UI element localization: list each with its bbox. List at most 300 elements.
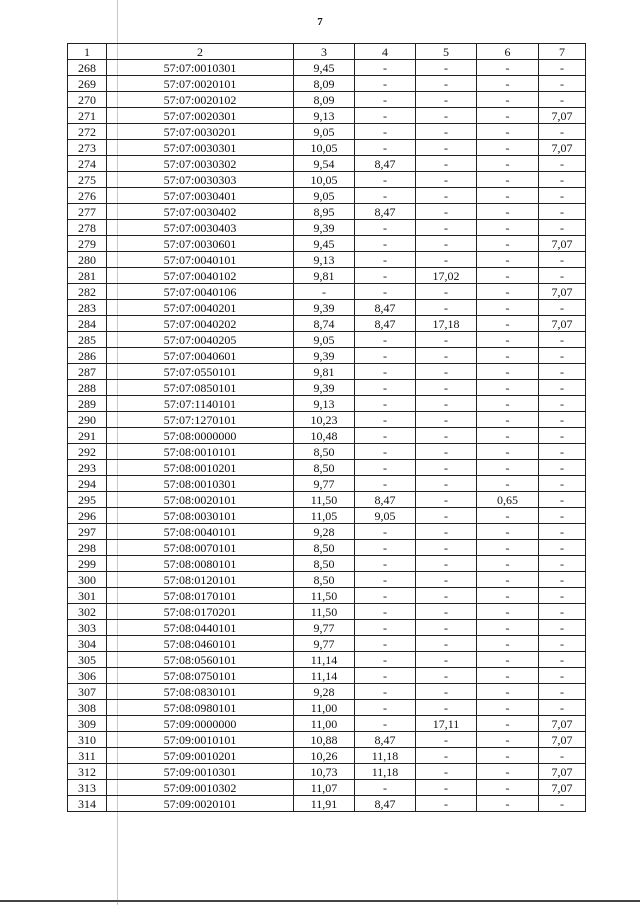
table-row [68, 396, 586, 412]
table-cell: 57:07:0040101 [107, 252, 294, 268]
table-cell: 8,47 [355, 492, 416, 508]
table-cell: - [539, 636, 586, 652]
table-cell: 277 [68, 204, 107, 220]
table-cell: 7,07 [539, 140, 586, 156]
table-cell: - [539, 60, 586, 76]
table-cell: - [355, 364, 416, 380]
table-cell: 273 [68, 140, 107, 156]
table-cell: 57:07:0020101 [107, 76, 294, 92]
table-cell: - [539, 460, 586, 476]
table-cell: - [477, 396, 539, 412]
table-cell: - [477, 220, 539, 236]
table-row [68, 540, 586, 556]
table-cell: - [416, 620, 477, 636]
table-cell: 282 [68, 284, 107, 300]
table-cell: - [416, 364, 477, 380]
table-cell: - [477, 764, 539, 780]
table-row [68, 428, 586, 444]
table-row [68, 572, 586, 588]
table-cell: - [477, 652, 539, 668]
table-cell: 279 [68, 236, 107, 252]
table-cell: 9,05 [294, 332, 355, 348]
table-cell: 11,18 [355, 748, 416, 764]
table-cell: 9,77 [294, 620, 355, 636]
table-cell: 283 [68, 300, 107, 316]
table-cell: 269 [68, 76, 107, 92]
table-row [68, 732, 586, 748]
table-cell: - [477, 60, 539, 76]
table-row [68, 780, 586, 796]
table-cell: 301 [68, 588, 107, 604]
table-cell: - [355, 604, 416, 620]
column-header-6: 6 [477, 44, 539, 60]
table-cell: 311 [68, 748, 107, 764]
table-cell: 57:07:0030402 [107, 204, 294, 220]
table-cell: 17,18 [416, 316, 477, 332]
table-row [68, 60, 586, 76]
table-cell: - [416, 236, 477, 252]
table-cell: 9,81 [294, 364, 355, 380]
table-cell: - [477, 508, 539, 524]
table-cell: - [539, 492, 586, 508]
table-cell: 270 [68, 92, 107, 108]
table-row [68, 236, 586, 252]
table-cell: - [539, 332, 586, 348]
table-cell: 57:08:0560101 [107, 652, 294, 668]
table-cell: - [416, 60, 477, 76]
table-cell: 291 [68, 428, 107, 444]
table-row [68, 796, 586, 812]
table-cell: - [355, 636, 416, 652]
table-cell: - [477, 668, 539, 684]
table-cell: 11,00 [294, 700, 355, 716]
table-cell: 280 [68, 252, 107, 268]
table-cell: 11,00 [294, 716, 355, 732]
table-cell: - [477, 716, 539, 732]
table-cell: - [477, 748, 539, 764]
table-cell: - [539, 668, 586, 684]
table-cell: 57:08:0010101 [107, 444, 294, 460]
table-cell: 17,11 [416, 716, 477, 732]
table-cell: 285 [68, 332, 107, 348]
table-cell: 290 [68, 412, 107, 428]
table-row [68, 220, 586, 236]
table-cell: 57:09:0010201 [107, 748, 294, 764]
table-cell: 8,47 [355, 732, 416, 748]
table-cell: 303 [68, 620, 107, 636]
table-cell: - [355, 220, 416, 236]
table-cell: - [477, 428, 539, 444]
table-cell: - [539, 188, 586, 204]
table-cell: - [477, 252, 539, 268]
table-cell: 9,77 [294, 636, 355, 652]
table-cell: 11,07 [294, 780, 355, 796]
table-cell: - [416, 156, 477, 172]
table-cell: 57:09:0010301 [107, 764, 294, 780]
table-cell: - [539, 252, 586, 268]
table-cell: - [355, 540, 416, 556]
table-row [68, 108, 586, 124]
table-cell: 57:09:0000000 [107, 716, 294, 732]
table-cell: - [477, 188, 539, 204]
table-cell: 9,39 [294, 348, 355, 364]
table-cell: - [355, 396, 416, 412]
table-cell: - [416, 444, 477, 460]
table-cell: 308 [68, 700, 107, 716]
table-cell: - [539, 588, 586, 604]
table-cell: - [355, 236, 416, 252]
table-cell: - [539, 412, 586, 428]
table-row [68, 156, 586, 172]
table-cell: 57:07:0030301 [107, 140, 294, 156]
table-cell: 57:08:0020101 [107, 492, 294, 508]
table-row [68, 748, 586, 764]
table-cell: - [416, 588, 477, 604]
table-cell: 57:07:0040102 [107, 268, 294, 284]
table-cell: 272 [68, 124, 107, 140]
table-cell: - [416, 524, 477, 540]
table-cell: 314 [68, 796, 107, 812]
table-cell: 57:08:0830101 [107, 684, 294, 700]
table-cell: 57:08:0170201 [107, 604, 294, 620]
table-cell: - [416, 124, 477, 140]
table-cell: - [539, 476, 586, 492]
table-cell: - [477, 140, 539, 156]
table-cell: 7,07 [539, 236, 586, 252]
column-header-3: 3 [294, 44, 355, 60]
table-cell: - [477, 124, 539, 140]
table-cell: 9,28 [294, 684, 355, 700]
table-cell: - [477, 796, 539, 812]
table-cell: - [416, 764, 477, 780]
table-cell: 57:07:0850101 [107, 380, 294, 396]
table-cell: - [355, 524, 416, 540]
table-cell: 9,13 [294, 108, 355, 124]
table-cell: - [477, 588, 539, 604]
table-cell: 293 [68, 460, 107, 476]
table-cell: - [355, 684, 416, 700]
table-cell: - [477, 380, 539, 396]
table-cell: - [355, 716, 416, 732]
table-cell: - [477, 92, 539, 108]
table-cell: 271 [68, 108, 107, 124]
table-cell: 9,05 [355, 508, 416, 524]
table-cell: 7,07 [539, 732, 586, 748]
table-cell: - [416, 732, 477, 748]
table-cell: - [416, 492, 477, 508]
column-header-1: 1 [68, 44, 107, 60]
table-cell: 8,50 [294, 556, 355, 572]
table-cell: - [416, 476, 477, 492]
table-cell: 9,39 [294, 300, 355, 316]
table-row [68, 332, 586, 348]
table-cell: - [477, 204, 539, 220]
table-cell: - [477, 556, 539, 572]
table-cell: - [416, 188, 477, 204]
table-cell: 268 [68, 60, 107, 76]
table-cell: - [477, 732, 539, 748]
table-cell: - [539, 156, 586, 172]
table-cell: 57:07:0550101 [107, 364, 294, 380]
table-cell: - [477, 620, 539, 636]
table-cell: 9,05 [294, 124, 355, 140]
table-cell: - [477, 172, 539, 188]
table-cell: 10,88 [294, 732, 355, 748]
table-cell: - [355, 780, 416, 796]
table-cell: - [416, 652, 477, 668]
table-cell: 57:07:1270101 [107, 412, 294, 428]
table-cell: 8,47 [355, 316, 416, 332]
table-cell: - [539, 556, 586, 572]
table-row [68, 588, 586, 604]
table-cell: 57:07:0010301 [107, 60, 294, 76]
table-cell: - [539, 300, 586, 316]
table-cell: 298 [68, 540, 107, 556]
column-header-4: 4 [355, 44, 416, 60]
table-cell: 9,05 [294, 188, 355, 204]
table-row [68, 508, 586, 524]
table-row [68, 172, 586, 188]
table-cell: - [539, 124, 586, 140]
table-cell: 278 [68, 220, 107, 236]
table-cell: - [477, 636, 539, 652]
table-cell: 302 [68, 604, 107, 620]
table-cell: 296 [68, 508, 107, 524]
table-cell: - [477, 300, 539, 316]
table-cell: 8,50 [294, 444, 355, 460]
table-row [68, 348, 586, 364]
table-cell: 9,45 [294, 236, 355, 252]
table-row [68, 124, 586, 140]
table-cell: 8,95 [294, 204, 355, 220]
table-cell: - [355, 348, 416, 364]
table-cell: - [355, 588, 416, 604]
table-cell: 57:08:0080101 [107, 556, 294, 572]
table-row [68, 316, 586, 332]
table-cell: - [355, 476, 416, 492]
table-row [68, 364, 586, 380]
table-cell: 8,09 [294, 76, 355, 92]
table-cell: 7,07 [539, 284, 586, 300]
table-row [68, 700, 586, 716]
table-cell: 57:08:0010201 [107, 460, 294, 476]
table-cell: 11,50 [294, 492, 355, 508]
table-cell: 9,39 [294, 380, 355, 396]
table-cell: - [416, 684, 477, 700]
table-cell: 57:08:0070101 [107, 540, 294, 556]
table-cell: 8,50 [294, 460, 355, 476]
table-cell: - [477, 780, 539, 796]
table-cell: 57:08:0440101 [107, 620, 294, 636]
table-cell: - [477, 364, 539, 380]
table-cell: 8,74 [294, 316, 355, 332]
table-cell: - [539, 604, 586, 620]
table-cell: 57:09:0010302 [107, 780, 294, 796]
table-cell: 295 [68, 492, 107, 508]
table-cell: - [416, 300, 477, 316]
table-cell: 9,81 [294, 268, 355, 284]
table-cell: 57:08:0040101 [107, 524, 294, 540]
table-cell: 281 [68, 268, 107, 284]
table-cell: - [477, 476, 539, 492]
table-cell: - [355, 332, 416, 348]
table-cell: 57:07:0030601 [107, 236, 294, 252]
table-cell: 276 [68, 188, 107, 204]
table-cell: - [477, 412, 539, 428]
table-cell: - [539, 172, 586, 188]
table-cell: - [416, 348, 477, 364]
table-cell: 57:07:0040601 [107, 348, 294, 364]
table-cell: - [355, 700, 416, 716]
table-cell: - [416, 92, 477, 108]
table-cell: - [355, 668, 416, 684]
table-cell: 57:07:1140101 [107, 396, 294, 412]
table-cell: - [294, 284, 355, 300]
table-cell: 57:08:0030101 [107, 508, 294, 524]
table-cell: - [416, 748, 477, 764]
table-cell: - [539, 540, 586, 556]
table-cell: - [539, 620, 586, 636]
table-cell: 57:07:0020301 [107, 108, 294, 124]
table-cell: 306 [68, 668, 107, 684]
page-number: 7 [317, 16, 323, 28]
table-cell: 8,47 [355, 156, 416, 172]
table-cell: 7,07 [539, 780, 586, 796]
table-row [68, 300, 586, 316]
table-cell: 9,13 [294, 252, 355, 268]
table-cell: 284 [68, 316, 107, 332]
table-cell: - [355, 92, 416, 108]
table-cell: 8,47 [355, 204, 416, 220]
table-cell: 57:08:0010301 [107, 476, 294, 492]
table-cell: - [416, 508, 477, 524]
table-body [68, 60, 586, 812]
table-cell: 307 [68, 684, 107, 700]
column-header-2: 2 [107, 44, 294, 60]
table-row [68, 76, 586, 92]
table-cell: - [477, 348, 539, 364]
table-cell: - [416, 412, 477, 428]
table-cell: 9,13 [294, 396, 355, 412]
table-cell: - [416, 796, 477, 812]
table-cell: - [416, 140, 477, 156]
table-cell: - [355, 460, 416, 476]
table-cell: 57:07:0040106 [107, 284, 294, 300]
table-cell: - [477, 604, 539, 620]
table-cell: 57:07:0040205 [107, 332, 294, 348]
table-cell: - [355, 444, 416, 460]
table-cell: - [355, 60, 416, 76]
table-row [68, 636, 586, 652]
table-cell: - [539, 508, 586, 524]
table-row [68, 92, 586, 108]
table-cell: - [355, 172, 416, 188]
table-cell: - [477, 108, 539, 124]
table-cell: 57:07:0030303 [107, 172, 294, 188]
table-cell: 10,26 [294, 748, 355, 764]
table-cell: 287 [68, 364, 107, 380]
table-cell: - [355, 556, 416, 572]
table-cell: 300 [68, 572, 107, 588]
table-cell: - [416, 700, 477, 716]
table-cell: 274 [68, 156, 107, 172]
table-row [68, 524, 586, 540]
table-cell: - [416, 780, 477, 796]
table-cell: - [355, 428, 416, 444]
table-row [68, 556, 586, 572]
table-cell: - [477, 540, 539, 556]
table-cell: 17,02 [416, 268, 477, 284]
table-cell: - [539, 92, 586, 108]
table-cell: 8,50 [294, 572, 355, 588]
table-cell: 57:07:0030401 [107, 188, 294, 204]
table-cell: 312 [68, 764, 107, 780]
table-row [68, 492, 586, 508]
table-cell: - [477, 332, 539, 348]
table-cell: - [477, 460, 539, 476]
table-cell: 57:08:0170101 [107, 588, 294, 604]
table-cell: - [355, 412, 416, 428]
table-row [68, 716, 586, 732]
table-cell: 57:07:0020102 [107, 92, 294, 108]
table-cell: 57:08:0750101 [107, 668, 294, 684]
table-cell: 57:09:0020101 [107, 796, 294, 812]
table-cell: - [416, 108, 477, 124]
table-row [68, 204, 586, 220]
table-cell: 304 [68, 636, 107, 652]
table-cell: - [477, 684, 539, 700]
column-header-5: 5 [416, 44, 477, 60]
table-cell: - [539, 444, 586, 460]
table-cell: - [416, 668, 477, 684]
table-row [68, 380, 586, 396]
table-cell: - [539, 220, 586, 236]
table-cell: 305 [68, 652, 107, 668]
table-cell: 0,65 [477, 492, 539, 508]
table-cell: - [539, 428, 586, 444]
table-cell: - [539, 652, 586, 668]
table-row [68, 476, 586, 492]
table-cell: - [355, 380, 416, 396]
table-cell: - [355, 620, 416, 636]
table-cell: 7,07 [539, 716, 586, 732]
table-cell: - [539, 380, 586, 396]
table-row [68, 188, 586, 204]
table-cell: - [539, 700, 586, 716]
table-cell: - [416, 76, 477, 92]
table-cell: - [416, 572, 477, 588]
table-cell: - [416, 204, 477, 220]
table-cell: 57:07:0030403 [107, 220, 294, 236]
table-row [68, 604, 586, 620]
table-cell: 310 [68, 732, 107, 748]
table-cell: - [539, 268, 586, 284]
table-cell: 289 [68, 396, 107, 412]
table-cell: 11,50 [294, 588, 355, 604]
table-cell: - [355, 652, 416, 668]
table-cell: 57:07:0040201 [107, 300, 294, 316]
table-cell: - [477, 236, 539, 252]
table-cell: 9,45 [294, 60, 355, 76]
table-cell: 292 [68, 444, 107, 460]
table-cell: 299 [68, 556, 107, 572]
table-cell: - [416, 332, 477, 348]
table-cell: 11,18 [355, 764, 416, 780]
table-cell: 288 [68, 380, 107, 396]
table-cell: - [416, 540, 477, 556]
table-cell: - [539, 396, 586, 412]
table-cell: 10,48 [294, 428, 355, 444]
